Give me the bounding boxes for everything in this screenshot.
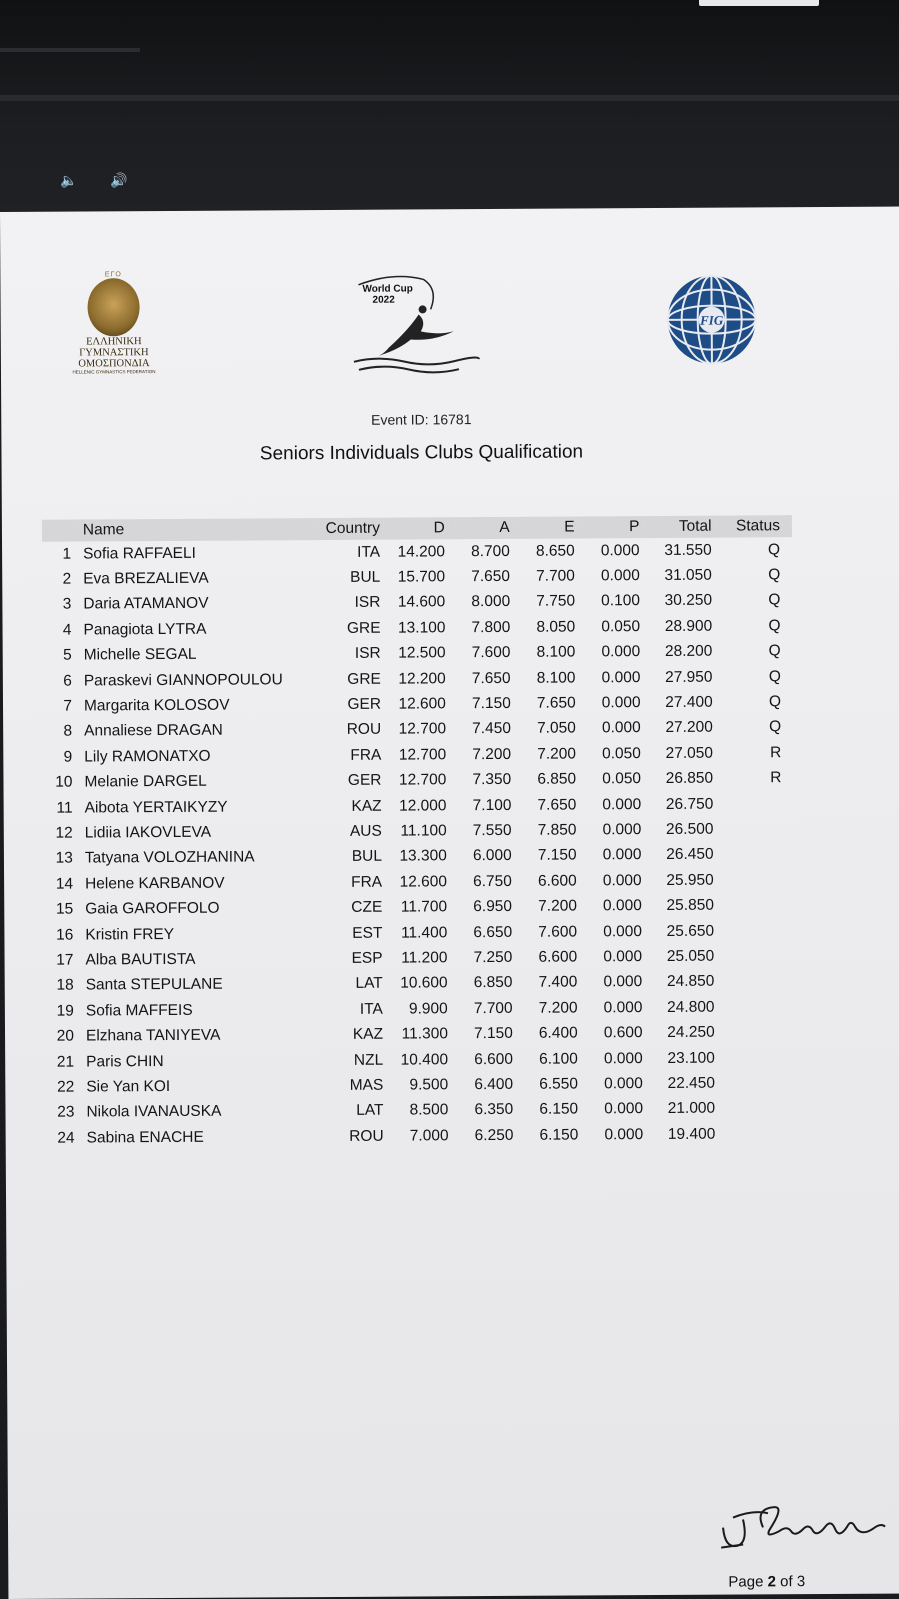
page-title: Seniors Individuals Clubs Qualification	[259, 441, 584, 465]
cell-country: GRE	[346, 619, 381, 637]
cell-country: ISR	[354, 644, 381, 663]
volume-high-icon: 🔊	[110, 172, 128, 188]
cell-status: Q	[768, 693, 782, 711]
cell-d: 15.700	[397, 568, 446, 586]
cell-e: 7.850	[537, 821, 577, 839]
cell-rank: 17	[56, 951, 74, 969]
cell-e: 7.200	[538, 999, 578, 1017]
cell-a: 6.750	[473, 872, 512, 890]
fig-logo-text: FIG	[700, 312, 724, 328]
cell-country: EST	[352, 924, 383, 942]
cell-rank: 24	[57, 1129, 75, 1147]
cell-total: 26.850	[665, 769, 714, 788]
world-cup-line2: 2022	[372, 294, 395, 306]
cell-d: 12.700	[398, 720, 447, 738]
cell-total: 28.900	[664, 617, 713, 635]
cell-a: 7.150	[471, 694, 511, 713]
cell-country: KAZ	[352, 1025, 384, 1043]
cell-p: 0.100	[601, 592, 641, 610]
cell-rank: 18	[56, 976, 74, 994]
cell-p: 0.000	[601, 694, 641, 712]
cell-e: 6.550	[539, 1075, 579, 1093]
cell-e: 8.050	[536, 618, 576, 636]
results-sheet	[0, 207, 899, 1599]
cell-name: Tatyana VOLOZHANINA	[84, 848, 255, 867]
cell-a: 7.650	[471, 669, 511, 687]
cell-total: 21.000	[667, 1099, 716, 1118]
cell-a: 7.450	[472, 720, 511, 738]
cell-status: R	[770, 744, 782, 762]
cell-country: ROU	[346, 721, 382, 739]
cell-total: 26.500	[665, 820, 714, 838]
cell-country: LAT	[355, 975, 383, 993]
cell-name: Kristin FREY	[85, 925, 175, 944]
cell-rank: 1	[62, 545, 72, 563]
cell-d: 12.700	[398, 746, 447, 764]
hellenic-gymnastics-federation-logo	[58, 271, 169, 382]
cell-country: ISR	[354, 594, 381, 612]
cell-a: 7.100	[472, 796, 512, 814]
cell-status	[719, 1121, 795, 1147]
cell-rank: 22	[56, 1078, 75, 1096]
cell-a: 7.700	[473, 999, 513, 1017]
cell-e: 7.600	[538, 923, 578, 941]
gymnast-silhouette-icon	[379, 314, 454, 355]
cell-status: Q	[768, 566, 781, 584]
cell-total: 31.050	[664, 566, 712, 585]
cell-d: 12.600	[398, 695, 446, 713]
cell-p: 0.000	[602, 821, 642, 839]
cell-country: BUL	[350, 568, 381, 586]
col-country: Country	[314, 518, 384, 540]
cell-d: 12.600	[399, 873, 448, 891]
cell-a: 6.250	[474, 1126, 514, 1144]
cell-d: 12.200	[398, 669, 446, 688]
cell-status: R	[770, 769, 782, 787]
cell-d: 11.400	[400, 923, 448, 942]
cell-country: GER	[347, 771, 382, 790]
cell-rank: 10	[55, 773, 73, 791]
cell-e: 7.050	[536, 719, 576, 738]
cell-name: Margarita KOLOSOV	[83, 696, 230, 715]
cell-e: 8.650	[535, 542, 575, 560]
cell-a: 6.650	[473, 923, 513, 941]
cell-name: Sofia MAFFEIS	[85, 1001, 193, 1020]
cell-status: Q	[768, 591, 781, 609]
cell-total: 27.050	[665, 744, 714, 762]
cell-p: 0.000	[602, 846, 642, 864]
cell-status	[717, 791, 793, 817]
cell-country: CZE	[351, 898, 383, 917]
cell-d: 13.100	[397, 619, 446, 637]
cell-d: 11.300	[401, 1025, 448, 1043]
cell-e: 7.400	[538, 973, 578, 992]
cell-e: 8.100	[536, 643, 576, 661]
cell-status	[718, 969, 794, 995]
cell-country: ITA	[359, 1000, 383, 1018]
col-e: E	[514, 516, 579, 538]
cell-e: 6.150	[539, 1126, 579, 1144]
cell-p: 0.000	[603, 948, 643, 966]
cell-total: 31.550	[664, 541, 712, 559]
cell-p: 0.050	[601, 617, 641, 636]
cell-country: ITA	[357, 543, 381, 561]
cell-status	[719, 1096, 795, 1122]
cell-e: 6.100	[539, 1049, 578, 1068]
cell-a: 7.200	[472, 745, 512, 763]
cell-p: 0.000	[604, 1074, 643, 1093]
cell-d: 12.700	[398, 771, 447, 789]
cell-p: 0.000	[602, 795, 642, 813]
cell-p: 0.600	[603, 1024, 643, 1042]
cell-status: Q	[767, 540, 781, 559]
cell-country: LAT	[356, 1101, 384, 1120]
cell-name: Michelle SEGAL	[83, 646, 197, 664]
monitor-brand-logo	[699, 0, 819, 6]
cell-e: 7.750	[536, 592, 576, 611]
page-number	[728, 1573, 805, 1590]
cell-p: 0.000	[602, 897, 642, 915]
cell-status	[717, 816, 793, 842]
cell-p: 0.000	[601, 719, 641, 737]
cell-d: 14.200	[397, 542, 446, 561]
cell-e: 6.850	[537, 770, 577, 788]
cell-rank: 6	[63, 672, 72, 690]
cell-rank: 2	[62, 570, 72, 588]
cell-p: 0.000	[601, 643, 641, 661]
cell-a: 7.350	[472, 771, 512, 789]
cell-rank: 21	[56, 1053, 75, 1071]
cell-total: 19.400	[667, 1125, 716, 1143]
cell-name: Annaliese DRAGAN	[84, 722, 223, 740]
cell-a: 6.350	[474, 1101, 514, 1119]
federation-name-2: ΓΥΜΝΑΣΤΙΚΗ	[79, 347, 149, 359]
cell-rank: 15	[55, 900, 74, 918]
screen-line	[0, 48, 140, 52]
cell-total: 26.450	[666, 846, 714, 864]
cell-a: 7.800	[471, 618, 511, 636]
cell-e: 8.100	[536, 669, 576, 687]
cell-p: 0.000	[603, 1049, 643, 1067]
cell-d: 10.400	[400, 1050, 449, 1069]
col-total: Total	[643, 516, 715, 538]
cell-rank: 23	[57, 1103, 75, 1121]
cell-name: Santa STEPULANE	[85, 975, 223, 994]
cell-status: Q	[768, 617, 781, 635]
monitor-bezel	[0, 0, 899, 215]
cell-rank: 13	[55, 849, 73, 868]
table-row	[46, 1121, 796, 1151]
cell-total: 30.250	[664, 592, 713, 610]
cell-rank: 11	[56, 799, 73, 817]
cell-status	[719, 1070, 795, 1096]
cell-rank: 5	[62, 646, 72, 664]
cell-rank: 7	[63, 697, 73, 715]
cell-total: 24.250	[667, 1023, 715, 1042]
cell-total: 23.100	[667, 1049, 715, 1067]
cell-d: 8.500	[409, 1101, 449, 1119]
cell-rank: 20	[56, 1027, 75, 1045]
cell-name: Sie Yan KOI	[86, 1077, 171, 1096]
cell-country: AUS	[349, 822, 382, 840]
cell-total: 24.850	[666, 972, 715, 991]
cell-e: 7.650	[537, 796, 577, 814]
cell-p: 0.000	[603, 922, 643, 940]
cell-rank: 19	[56, 1002, 74, 1020]
cell-rank: 4	[62, 621, 72, 639]
cell-name: Daria ATAMANOV	[83, 595, 209, 613]
cell-name: Nikola IVANAUSKA	[86, 1102, 222, 1121]
cell-country: FRA	[351, 873, 383, 891]
cell-status	[719, 1020, 795, 1046]
cell-a: 7.600	[471, 644, 511, 662]
cell-country: GRE	[347, 670, 381, 688]
cell-d: 14.600	[397, 593, 446, 612]
col-status: Status	[716, 515, 792, 537]
cell-p: 0.000	[603, 973, 643, 991]
cell-total: 25.850	[666, 896, 714, 915]
cell-status	[718, 867, 794, 893]
cell-p: 0.000	[600, 567, 640, 585]
fig-globe-logo	[665, 273, 758, 366]
cell-country: GER	[347, 695, 382, 713]
cell-name: Sofia RAFFAELI	[82, 544, 196, 563]
cell-status: Q	[768, 667, 781, 685]
col-d: D	[384, 517, 449, 539]
screen-band	[0, 95, 899, 101]
cell-p: 0.050	[602, 770, 642, 788]
signature	[713, 1497, 893, 1558]
cell-name: Lidiia IAKOVLEVA	[84, 823, 212, 842]
col-name: Name	[75, 518, 314, 541]
cell-e: 7.200	[537, 745, 577, 763]
cell-status	[719, 1045, 795, 1071]
cell-a: 6.950	[473, 898, 513, 916]
cell-a: 7.150	[473, 1024, 513, 1043]
cell-country: ESP	[351, 949, 383, 967]
cell-d: 12.000	[399, 796, 447, 815]
page-total: 3	[796, 1573, 806, 1591]
cell-e: 7.200	[538, 897, 577, 915]
cell-country: BUL	[351, 848, 382, 866]
cell-status	[718, 893, 794, 919]
cell-rank: 16	[56, 926, 74, 944]
col-rank	[42, 520, 75, 542]
cell-status: Q	[769, 718, 782, 736]
cell-rank: 3	[62, 596, 72, 614]
cell-country: MAS	[349, 1076, 384, 1094]
federation-name-3: ΟΜΟΣΠΟΝΔΙΑ	[78, 358, 150, 370]
cell-name: Elzhana TANIYEVA	[85, 1026, 221, 1045]
cell-a: 8.700	[471, 542, 510, 560]
federation-logo-top: ΕΓΟ	[104, 271, 122, 279]
page-prefix: Page	[728, 1573, 768, 1591]
cell-a: 7.250	[473, 948, 513, 967]
cell-name: Aibota YERTAIKYZY	[84, 798, 228, 817]
cell-p: 0.000	[600, 541, 640, 560]
results-body	[42, 537, 796, 1151]
volume-low-icon: 🔈	[60, 172, 78, 188]
cell-country: NZL	[353, 1051, 384, 1069]
cell-country: KAZ	[351, 797, 382, 815]
cell-rank: 14	[55, 875, 74, 893]
cell-d: 10.600	[400, 974, 448, 992]
cell-status	[718, 994, 794, 1020]
cell-a: 8.000	[471, 593, 511, 611]
cell-name: Sabina ENACHE	[86, 1128, 204, 1147]
page-middle: of	[775, 1573, 797, 1591]
cell-d: 11.700	[400, 898, 448, 916]
cell-name: Helene KARBANOV	[85, 874, 225, 893]
cell-total: 27.400	[665, 693, 713, 711]
cell-name: Paraskevi GIANNOPOULOU	[83, 670, 283, 690]
cell-d: 11.100	[400, 822, 447, 840]
cell-p: 0.000	[601, 668, 641, 686]
federation-name-1: ΕΛΛΗΝΙΚΗ	[86, 336, 142, 348]
cell-e: 6.400	[538, 1024, 578, 1042]
world-cup-2022-logo	[348, 269, 484, 380]
cell-rank: 8	[63, 722, 73, 741]
cell-p: 0.000	[604, 1100, 644, 1118]
cell-p: 0.000	[602, 871, 642, 890]
cell-status	[718, 943, 794, 969]
cell-total: 22.450	[667, 1074, 716, 1092]
federation-medal-icon	[87, 278, 139, 336]
cell-name: Panagiota LYTRA	[83, 620, 207, 639]
page-current: 2	[767, 1573, 776, 1591]
cell-name: Melanie DARGEL	[84, 772, 207, 791]
cell-name: Gaia GAROFFOLO	[85, 899, 220, 918]
cell-a: 6.400	[474, 1075, 514, 1094]
col-p: P	[579, 516, 644, 538]
cell-total: 24.800	[667, 998, 715, 1016]
cell-name: Lily RAMONATXO	[84, 747, 211, 766]
cell-rank: 9	[63, 748, 73, 766]
cell-name: Paris CHIN	[86, 1052, 164, 1070]
cell-d: 9.500	[409, 1076, 449, 1094]
cell-a: 7.550	[472, 821, 512, 840]
cell-d: 11.200	[401, 949, 448, 967]
cell-total: 28.200	[664, 642, 713, 661]
cell-e: 7.700	[536, 567, 575, 585]
cell-d: 7.000	[409, 1126, 449, 1145]
cell-total: 25.050	[666, 947, 715, 965]
cell-name: Alba BAUTISTA	[85, 950, 196, 969]
cell-e: 6.600	[537, 872, 577, 890]
cell-total: 27.200	[665, 719, 713, 737]
cell-status: Q	[768, 642, 781, 660]
cell-a: 7.650	[471, 567, 511, 586]
world-cup-line1: World Cup	[362, 283, 413, 295]
cell-e: 6.150	[539, 1100, 579, 1119]
cell-d: 9.900	[408, 999, 448, 1018]
cell-a: 6.000	[472, 847, 512, 865]
cell-country: FRA	[350, 746, 382, 764]
cell-p: 0.000	[603, 998, 643, 1017]
cell-total: 27.950	[665, 668, 713, 686]
cell-a: 6.850	[473, 974, 513, 992]
cell-total: 26.750	[665, 795, 714, 813]
cell-d: 13.300	[399, 847, 447, 865]
cell-p: 0.000	[604, 1125, 644, 1143]
cell-country: ROU	[349, 1127, 384, 1145]
cell-status	[718, 842, 794, 868]
cell-e: 7.650	[536, 694, 576, 712]
cell-p: 0.050	[602, 744, 641, 763]
federation-subtitle: HELLENIC GYMNASTICS FEDERATION	[72, 369, 156, 375]
cell-total: 25.650	[666, 922, 715, 940]
cell-total: 25.950	[666, 871, 714, 889]
cell-d: 12.500	[398, 644, 446, 662]
cell-e: 6.600	[538, 948, 578, 966]
results-table	[42, 515, 796, 1151]
col-a: A	[449, 517, 514, 539]
event-id: Event ID: 16781	[371, 411, 472, 428]
cell-rank: 12	[55, 824, 73, 842]
cell-a: 6.600	[474, 1050, 514, 1068]
cell-name: Eva BREZALIEVA	[83, 569, 209, 588]
cell-status	[718, 918, 794, 944]
cell-e: 7.150	[537, 846, 577, 865]
